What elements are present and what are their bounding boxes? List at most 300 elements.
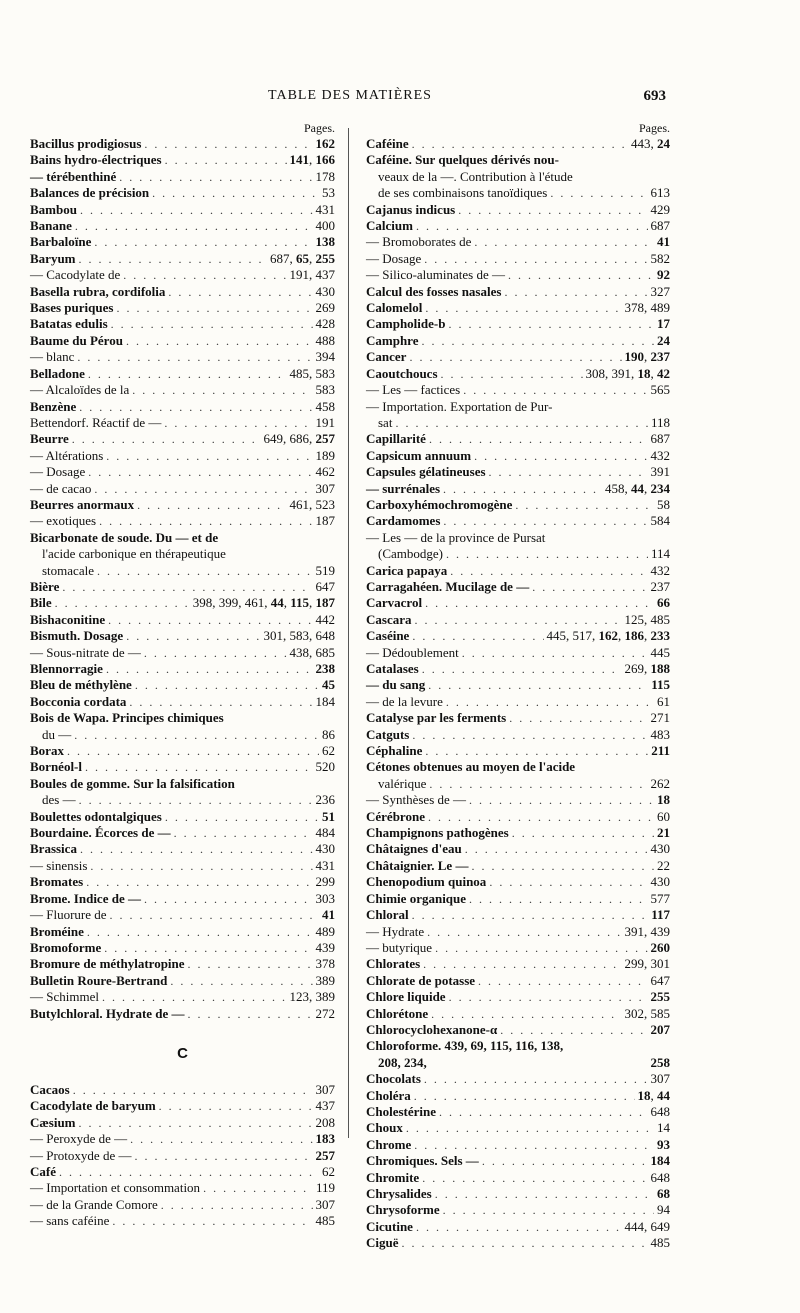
dot-leader bbox=[474, 448, 647, 464]
index-entry bbox=[30, 727, 335, 743]
index-entry bbox=[366, 612, 670, 628]
entry-term: Catalases bbox=[366, 661, 419, 676]
entry-term: Ciguë bbox=[366, 1235, 399, 1251]
entry-term: — Sous-nitrate de — bbox=[30, 644, 141, 660]
entry-page-refs: 400 bbox=[315, 218, 335, 234]
entry-term: — Dosage bbox=[30, 464, 86, 480]
index-entry bbox=[30, 136, 335, 152]
dot-leader bbox=[74, 727, 319, 743]
index-entry bbox=[366, 513, 670, 529]
entry-term: — Fluorure de bbox=[30, 907, 107, 923]
index-entry bbox=[366, 973, 670, 989]
dot-leader bbox=[165, 152, 287, 168]
entry-page-refs: 53 bbox=[322, 185, 335, 201]
entry-term: Bocconia cordata bbox=[30, 693, 127, 709]
dot-leader bbox=[532, 579, 647, 595]
entry-page-refs: 647 bbox=[650, 972, 670, 988]
dot-leader bbox=[425, 743, 648, 759]
entry-term: Châtaignier. Le — bbox=[366, 857, 469, 873]
dot-leader bbox=[489, 874, 647, 890]
dot-leader bbox=[94, 234, 312, 250]
index-entry bbox=[366, 284, 670, 300]
index-entry bbox=[30, 792, 335, 808]
entry-term: Cétones obtenues au moyen de l'acide bbox=[366, 759, 576, 775]
index-entry bbox=[366, 989, 670, 1005]
index-entry bbox=[366, 431, 670, 447]
dot-leader bbox=[188, 1006, 313, 1022]
entry-page-refs: 123, 389 bbox=[289, 989, 335, 1005]
entry-term: Champignons pathogènes bbox=[366, 825, 509, 841]
index-entry bbox=[30, 825, 335, 841]
pages-heading: Pages. bbox=[304, 121, 335, 135]
entry-term: Cascara bbox=[366, 611, 412, 627]
dot-leader bbox=[462, 645, 648, 661]
index-entries-c-continued bbox=[366, 136, 670, 1252]
entry-page-refs: 687, 65, 255 bbox=[270, 250, 335, 266]
index-entry bbox=[30, 1148, 335, 1164]
index-entry bbox=[366, 349, 670, 365]
entry-page-refs: 430 bbox=[315, 283, 335, 299]
entry-term: Baryum bbox=[30, 250, 76, 266]
entry-page-refs: 394 bbox=[315, 349, 335, 365]
entry-page-refs: 303 bbox=[315, 890, 335, 906]
entry-page-refs: 484 bbox=[315, 825, 335, 841]
entry-term: Chrysoforme bbox=[366, 1202, 440, 1218]
entry-page-refs: 302, 585 bbox=[624, 1005, 670, 1021]
index-entry bbox=[366, 234, 670, 250]
entry-page-refs: 60 bbox=[657, 808, 670, 824]
dot-leader bbox=[106, 661, 313, 677]
index-entry bbox=[366, 595, 670, 611]
entry-term: Cancer bbox=[366, 349, 407, 365]
entry-page-refs: 18 bbox=[657, 792, 670, 808]
index-entry bbox=[30, 267, 335, 283]
index-entry bbox=[30, 431, 335, 447]
entry-term: Calomelol bbox=[366, 300, 423, 316]
entry-term: Basella rubra, cordifolia bbox=[30, 283, 166, 299]
entry-term: — Hydrate bbox=[366, 923, 425, 939]
dot-leader bbox=[159, 1098, 313, 1114]
page-header bbox=[0, 88, 800, 108]
dot-leader bbox=[77, 349, 312, 365]
index-entry bbox=[366, 415, 670, 431]
index-entry bbox=[30, 448, 335, 464]
index-entry bbox=[30, 399, 335, 415]
entry-term: Carica papaya bbox=[366, 562, 448, 578]
entry-term: Bourdaine. Écorces de — bbox=[30, 825, 171, 841]
entry-page-refs: 178 bbox=[315, 168, 335, 184]
index-entry bbox=[366, 1022, 670, 1038]
index-entry bbox=[366, 136, 670, 152]
dot-leader bbox=[102, 989, 287, 1005]
index-entry bbox=[30, 563, 335, 579]
dot-leader bbox=[72, 431, 261, 447]
dot-leader bbox=[88, 366, 287, 382]
index-entry bbox=[30, 152, 335, 168]
entry-term: Boules de gomme. Sur la falsification bbox=[30, 775, 235, 791]
index-entry bbox=[30, 759, 335, 775]
index-entry bbox=[30, 382, 335, 398]
entry-page-refs: 260 bbox=[650, 939, 670, 955]
entry-term: Bacillus prodigiosus bbox=[30, 136, 142, 151]
dot-leader bbox=[99, 513, 312, 529]
entry-page-refs: 58 bbox=[657, 496, 670, 512]
entry-page-refs: 489 bbox=[315, 923, 335, 939]
index-entry bbox=[30, 874, 335, 890]
entry-page-refs: 687 bbox=[650, 431, 670, 447]
dot-leader bbox=[129, 694, 312, 710]
entry-term: Brome. Indice de — bbox=[30, 890, 141, 906]
column-divider bbox=[348, 128, 349, 1138]
entry-page-refs: 485 bbox=[650, 1235, 670, 1251]
index-entry bbox=[30, 464, 335, 480]
dot-leader bbox=[123, 267, 286, 283]
entry-page-refs: 141, 166 bbox=[289, 152, 335, 168]
dot-leader bbox=[144, 891, 313, 907]
dot-leader bbox=[458, 202, 647, 218]
dot-leader bbox=[395, 415, 648, 431]
entry-page-refs: 437 bbox=[315, 1098, 335, 1114]
entry-page-refs: 211 bbox=[651, 743, 670, 759]
index-column-right bbox=[366, 120, 670, 1252]
entry-page-refs: 117 bbox=[651, 907, 670, 923]
index-entry bbox=[366, 1104, 670, 1120]
index-entry bbox=[30, 546, 335, 562]
dot-leader bbox=[412, 136, 628, 152]
dot-leader bbox=[482, 1153, 648, 1169]
index-entry bbox=[366, 759, 670, 775]
index-entry bbox=[30, 645, 335, 661]
entry-page-refs: 51 bbox=[322, 808, 335, 824]
index-entry bbox=[366, 382, 670, 398]
index-entry bbox=[30, 907, 335, 923]
entry-term: Caféine bbox=[366, 136, 409, 151]
entry-term: — sans caféine bbox=[30, 1213, 110, 1229]
entry-page-refs: 391, 439 bbox=[624, 923, 670, 939]
index-entry bbox=[30, 677, 335, 693]
dot-leader bbox=[428, 677, 648, 693]
dot-leader bbox=[415, 612, 622, 628]
pages-heading: Pages. bbox=[639, 121, 670, 135]
entry-term: Cæsium bbox=[30, 1114, 76, 1130]
section-letter: C bbox=[177, 1044, 188, 1062]
index-entry bbox=[30, 234, 335, 250]
dot-leader bbox=[174, 825, 313, 841]
index-entry bbox=[30, 940, 335, 956]
entry-page-refs: 378 bbox=[315, 956, 335, 972]
entry-term: Bière bbox=[30, 578, 60, 594]
index-entry bbox=[30, 202, 335, 218]
entry-page-refs: 519 bbox=[315, 562, 335, 578]
entry-term: Caoutchoucs bbox=[366, 365, 438, 381]
entry-term: — Altérations bbox=[30, 447, 104, 463]
entry-term: Bromates bbox=[30, 874, 84, 890]
dot-leader bbox=[59, 1164, 319, 1180]
entry-term: Boulettes odontalgiques bbox=[30, 808, 162, 824]
index-entry bbox=[366, 366, 670, 382]
index-entry bbox=[366, 579, 670, 595]
entry-term: — Dosage bbox=[366, 250, 422, 266]
entry-page-refs: 438, 685 bbox=[289, 644, 335, 660]
entry-term: Cholestérine bbox=[366, 1103, 437, 1119]
dot-leader bbox=[152, 185, 319, 201]
entry-term: — Alcaloïdes de la bbox=[30, 382, 130, 398]
entry-term: — Cacodylate de bbox=[30, 267, 121, 283]
dot-leader bbox=[55, 595, 190, 611]
entry-page-refs: 183 bbox=[315, 1131, 335, 1147]
index-entry bbox=[366, 481, 670, 497]
dot-leader bbox=[471, 858, 654, 874]
dot-leader bbox=[515, 497, 654, 513]
entry-term: valérique bbox=[378, 775, 427, 791]
entry-term: — Importation et consommation bbox=[30, 1180, 201, 1196]
entry-term: Butylchloral. Hydrate de — bbox=[30, 1005, 185, 1021]
entry-term: Choux bbox=[366, 1120, 403, 1136]
index-entry bbox=[30, 284, 335, 300]
index-entry bbox=[366, 825, 670, 841]
index-entry bbox=[30, 218, 335, 234]
index-entry bbox=[366, 727, 670, 743]
dot-leader bbox=[79, 792, 313, 808]
dot-leader bbox=[134, 1148, 312, 1164]
entry-term: — Schimmel bbox=[30, 989, 99, 1005]
entry-page-refs: 299, 301 bbox=[624, 956, 670, 972]
index-entry bbox=[30, 300, 335, 316]
entry-page-refs: 125, 485 bbox=[624, 611, 670, 627]
index-entry bbox=[30, 349, 335, 365]
dot-leader bbox=[80, 841, 313, 857]
entry-page-refs: 445, 517, 162, 186, 233 bbox=[546, 628, 670, 644]
index-entry bbox=[366, 1202, 670, 1218]
dot-leader bbox=[416, 1219, 622, 1235]
dot-leader bbox=[431, 1006, 621, 1022]
entry-term: Capillarité bbox=[366, 431, 426, 447]
entry-page-refs: 301, 583, 648 bbox=[263, 628, 335, 644]
entry-page-refs: 41 bbox=[657, 234, 670, 250]
dot-leader bbox=[144, 136, 312, 152]
index-entry bbox=[366, 858, 670, 874]
entry-term: Bettendorf. Réactif de — bbox=[30, 414, 162, 430]
entry-page-refs: 430 bbox=[650, 841, 670, 857]
dot-leader bbox=[126, 628, 260, 644]
entry-term: Capsicum annuum bbox=[366, 447, 472, 463]
entry-page-refs: 461, 523 bbox=[289, 496, 335, 512]
entry-term: Bains hydro-électriques bbox=[30, 152, 162, 168]
entry-page-refs: 191 bbox=[315, 414, 335, 430]
index-entry bbox=[30, 661, 335, 677]
dot-leader bbox=[422, 1170, 647, 1186]
index-entry bbox=[366, 743, 670, 759]
index-entry bbox=[30, 973, 335, 989]
entry-page-refs: 613 bbox=[650, 185, 670, 201]
dot-leader bbox=[414, 1137, 654, 1153]
entry-term: Chromite bbox=[366, 1169, 420, 1185]
dot-leader bbox=[448, 316, 654, 332]
index-entry bbox=[30, 1131, 335, 1147]
entry-page-refs: 649, 686, 257 bbox=[263, 431, 335, 447]
dot-leader bbox=[106, 448, 312, 464]
dot-leader bbox=[412, 907, 649, 923]
entry-term: stomacale bbox=[42, 562, 94, 578]
entry-term: Bornéol-l bbox=[30, 759, 82, 775]
entry-term: — sinensis bbox=[30, 857, 88, 873]
index-entry bbox=[366, 1219, 670, 1235]
entry-term: Caséine bbox=[366, 628, 410, 644]
dot-leader bbox=[67, 743, 319, 759]
entry-page-refs: 583 bbox=[315, 382, 335, 398]
index-entry bbox=[366, 1186, 670, 1202]
entry-page-refs: 485, 583 bbox=[289, 365, 335, 381]
entry-term: — térébenthiné bbox=[30, 168, 117, 184]
entry-term: Camphre bbox=[366, 332, 419, 348]
index-entry bbox=[30, 1180, 335, 1196]
index-entry bbox=[30, 891, 335, 907]
index-entry bbox=[366, 185, 670, 201]
entry-term: Catguts bbox=[366, 726, 410, 742]
dot-leader bbox=[126, 333, 313, 349]
entry-term: — surrénales bbox=[366, 480, 441, 496]
index-entry bbox=[366, 152, 670, 168]
dot-leader bbox=[188, 956, 313, 972]
dot-leader bbox=[469, 792, 654, 808]
dot-leader bbox=[110, 907, 319, 923]
index-entry bbox=[366, 628, 670, 644]
index-entry bbox=[30, 481, 335, 497]
entry-term: Chocolats bbox=[366, 1071, 421, 1087]
index-entry bbox=[366, 169, 670, 185]
entry-term: — de la Grande Comore bbox=[30, 1196, 158, 1212]
index-entry bbox=[366, 316, 670, 332]
entry-page-refs: 442 bbox=[315, 611, 335, 627]
entry-page-refs: 86 bbox=[322, 726, 335, 742]
index-entry bbox=[30, 924, 335, 940]
entry-term: Bismuth. Dosage bbox=[30, 628, 124, 644]
entry-page-refs: 184 bbox=[650, 1153, 670, 1169]
index-entry bbox=[30, 1164, 335, 1180]
entry-term: — de la levure bbox=[366, 693, 443, 709]
dot-leader bbox=[97, 563, 313, 579]
dot-leader bbox=[509, 710, 647, 726]
entry-term: Blennorragie bbox=[30, 661, 103, 676]
index-entry bbox=[30, 169, 335, 185]
entry-page-refs: 488 bbox=[315, 332, 335, 348]
entry-page-refs: 94 bbox=[657, 1202, 670, 1218]
entry-term: Broméine bbox=[30, 923, 84, 939]
index-entry bbox=[30, 710, 335, 726]
entry-term: Café bbox=[30, 1163, 56, 1179]
index-entry bbox=[366, 218, 670, 234]
index-entry bbox=[366, 497, 670, 513]
dot-leader bbox=[402, 1235, 648, 1251]
entry-page-refs: 307 bbox=[650, 1071, 670, 1087]
index-entry bbox=[366, 1235, 670, 1251]
index-entry bbox=[30, 989, 335, 1005]
index-entry bbox=[366, 694, 670, 710]
entry-term: Carboxyhémochromogène bbox=[366, 496, 513, 512]
dot-leader bbox=[414, 1088, 635, 1104]
entry-page-refs: 647 bbox=[315, 578, 335, 594]
dot-leader bbox=[443, 513, 647, 529]
dot-leader bbox=[111, 316, 313, 332]
entry-term: Belladone bbox=[30, 365, 85, 381]
index-entry bbox=[30, 694, 335, 710]
index-entry bbox=[30, 1197, 335, 1213]
dot-leader bbox=[412, 727, 647, 743]
entry-term: — blanc bbox=[30, 349, 75, 365]
entry-term: Chlorocyclohexanone-α bbox=[366, 1021, 498, 1037]
index-entry bbox=[366, 300, 670, 316]
entry-term: Chrome bbox=[366, 1136, 412, 1152]
dot-leader bbox=[423, 956, 621, 972]
dot-leader bbox=[504, 284, 647, 300]
entry-term: Balances de précision bbox=[30, 185, 150, 201]
entry-page-refs: 191, 437 bbox=[289, 267, 335, 283]
dot-leader bbox=[406, 1120, 654, 1136]
entry-term: Calcium bbox=[366, 218, 413, 234]
index-entry bbox=[366, 809, 670, 825]
entry-page-refs: 648 bbox=[650, 1103, 670, 1119]
index-entry bbox=[366, 267, 670, 283]
entry-page-refs: 391 bbox=[650, 464, 670, 480]
entry-term: Bromoforme bbox=[30, 939, 102, 955]
entry-page-refs: 114 bbox=[650, 546, 670, 562]
index-entry bbox=[366, 1055, 670, 1071]
dot-leader bbox=[94, 481, 312, 497]
entry-page-refs: 255 bbox=[650, 989, 670, 1005]
dot-leader bbox=[435, 940, 647, 956]
index-entry bbox=[30, 809, 335, 825]
index-entry bbox=[366, 1137, 670, 1153]
dot-leader bbox=[119, 169, 312, 185]
entry-term: — Dédoublement bbox=[366, 644, 459, 660]
index-entry bbox=[30, 185, 335, 201]
page-number: 693 bbox=[643, 88, 666, 104]
entry-term: — Peroxyde de — bbox=[30, 1131, 128, 1147]
entry-term: — du sang bbox=[366, 677, 426, 693]
index-entry bbox=[366, 710, 670, 726]
index-entry bbox=[30, 333, 335, 349]
entry-page-refs: 115 bbox=[651, 677, 670, 693]
index-entry bbox=[366, 924, 670, 940]
entry-term: — butyrique bbox=[366, 939, 433, 955]
index-entry bbox=[366, 645, 670, 661]
index-entry bbox=[366, 464, 670, 480]
dot-leader bbox=[469, 891, 647, 907]
index-entry bbox=[366, 874, 670, 890]
entry-term: Chlore liquide bbox=[366, 989, 446, 1005]
entry-term: veaux de la —. Contribution à l'étude bbox=[378, 168, 573, 184]
index-entry bbox=[366, 1153, 670, 1169]
index-entry bbox=[366, 792, 670, 808]
entry-term: Carvacrol bbox=[366, 595, 423, 611]
dot-leader bbox=[424, 1071, 648, 1087]
entry-page-refs: 584 bbox=[650, 513, 670, 529]
index-entry bbox=[30, 858, 335, 874]
dot-leader bbox=[104, 940, 312, 956]
entry-term: Carragahéen. Mucilage de — bbox=[366, 578, 530, 594]
entry-page-refs: 432 bbox=[650, 562, 670, 578]
entry-page-refs: 45 bbox=[322, 677, 335, 693]
entry-term: Baume du Pérou bbox=[30, 332, 123, 348]
index-entry bbox=[30, 1213, 335, 1229]
entry-page-refs: 190, 237 bbox=[624, 349, 670, 365]
dot-leader bbox=[450, 563, 647, 579]
entry-term: Chloroforme. 439, 69, 115, 116, 138, bbox=[366, 1038, 564, 1054]
entry-page-refs: 61 bbox=[657, 693, 670, 709]
dot-leader bbox=[75, 218, 313, 234]
index-entry bbox=[30, 841, 335, 857]
index-entry bbox=[30, 1115, 335, 1131]
